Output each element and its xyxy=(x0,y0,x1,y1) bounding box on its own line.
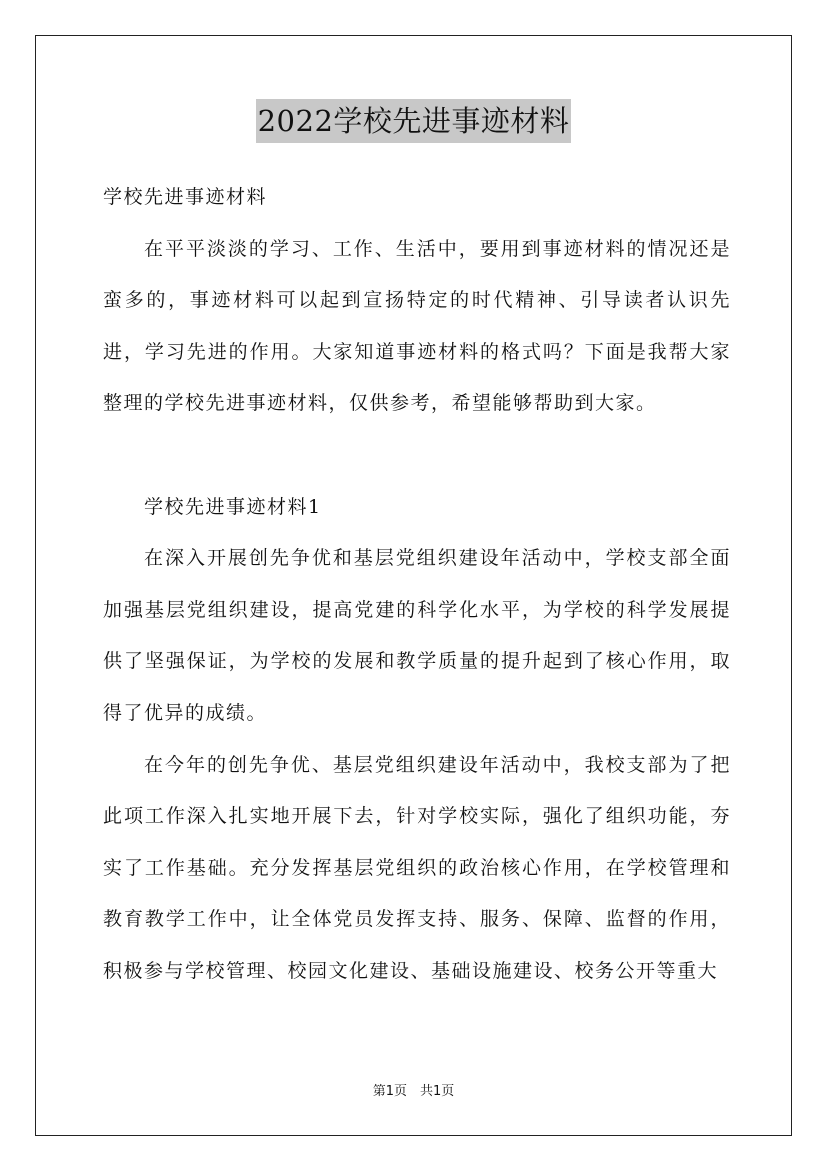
section-heading: 学校先进事迹材料1 xyxy=(144,495,322,518)
body-paragraph-1: 在深入开展创先争优和基层党组织建设年活动中，学校支部全面加强基层党组织建设，提高党建的科学化水平，为学校的科学发展提供了坚强保证，为学校的发展和教学质量的提升起到了核心作用，取得了优异的成绩。 xyxy=(103,547,731,724)
page-footer xyxy=(0,1083,827,1101)
title-container xyxy=(0,99,827,143)
document-subtitle: 学校先进事迹材料 xyxy=(103,186,268,208)
paragraph-spacer xyxy=(103,430,731,482)
body-paragraph-2: 在今年的创先争优、基层党组织建设年活动中，我校支部为了把此项工作深入扎实地开展下去，针对学校实际，强化了组织功能，夯实了工作基础。充分发挥基层党组织的政治核心作用，在学校管理和教育教学工作中，让全体党员发挥支持、服务、保障、监督的作用，积极参与学校管理、校园文化建设、基础设施建设、校务公开等重大 xyxy=(103,753,731,982)
document-title: 2022学校先进事迹材料 xyxy=(256,99,572,143)
intro-paragraph: 在平平淡淡的学习、工作、生活中，要用到事迹材料的情况还是蛮多的，事迹材料可以起到宣扬特定的时代精神、引导读者认识先进，学习先进的作用。大家知道事迹材料的格式吗？下面是我帮大家整理的学校先进事迹材料，仅供参考，希望能够帮助到大家。 xyxy=(103,237,731,415)
document-body xyxy=(103,172,731,998)
page-number: 第1页 共1页 xyxy=(372,1084,455,1099)
